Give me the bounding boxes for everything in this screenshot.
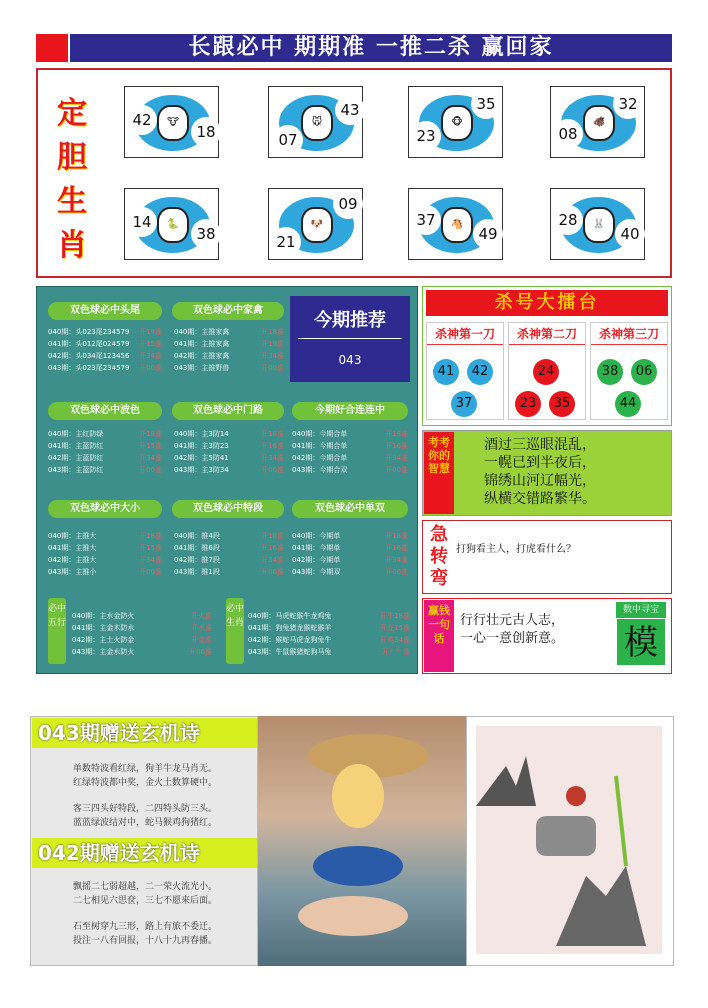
- group-title: 双色球必中单双: [292, 500, 408, 518]
- monkey-icon: 🐵: [441, 105, 473, 141]
- zodiac-number: 14: [127, 207, 157, 237]
- group-rows: 040期：马虎蛇猴牛龙鸡兔 开牛18准 041期：狗兔猪龙猴蛇猴羊 开龙15准 042期：猴蛇马虎龙狗兔牛 开鸡34准 043期：牛鼠猴猪蛇狗马兔 开？？准: [248, 612, 410, 656]
- zodiac-number: 49: [473, 219, 503, 249]
- zodiac-card: [550, 86, 645, 158]
- group-rows: 040期：今期单 开18准 041期：今期单 开16准 042期：今期单 开34准 043期：今期双 开00准: [292, 532, 408, 576]
- kill-ball: 24: [533, 359, 559, 385]
- zodiac-card: [124, 86, 219, 158]
- dog-icon: 🐶: [301, 207, 333, 243]
- kill-ball: 42: [467, 359, 493, 385]
- photo-image: [258, 716, 466, 966]
- zodiac-number: 21: [271, 227, 301, 257]
- poem-title: 043期赠送玄机诗: [32, 718, 257, 748]
- brain-teaser-text: 打狗看主人，打虎看什么？: [456, 544, 576, 555]
- kill-ball: 23: [515, 391, 541, 417]
- photo-figure: [258, 716, 466, 966]
- cow-icon: 🐮: [157, 105, 189, 141]
- group-rows: 040期：主推家禽 开18准 041期：主推家禽 开19准 042期：主推家禽 开34准 043期：主推野兽 开00准: [174, 328, 284, 372]
- group-title: 双色球必中大小: [48, 500, 162, 518]
- zodiac-label-char: 定: [57, 96, 87, 131]
- zodiac-number: 32: [613, 89, 643, 119]
- zodiac-number: 07: [273, 125, 303, 155]
- poem-lines: 飘摇二七弱超越，二一荣火流光小。 二七相见六思奁，三七不愿来后面。 石至树穿九三形，路上有旅不委迁。 投注一八有回报，十八十九再春播。: [72, 882, 217, 946]
- group-rows: 040期：头023尾234579 开19准 041期：头012尾024579 开15准 042期：头034尾123456 开34准 043期：头023尾234579 开00准: [48, 328, 162, 372]
- zodiac-number: 38: [191, 219, 221, 249]
- horse-icon: 🐴: [441, 207, 473, 243]
- zodiac-card: [124, 188, 219, 260]
- group-title: 双色球必中家禽: [172, 302, 284, 320]
- kill-column-head: 杀神第三刀: [591, 323, 667, 345]
- treasure-title: 数中寻宝: [616, 602, 666, 618]
- zodiac-label: [52, 92, 92, 268]
- group-title: 双色球必中波色: [48, 402, 162, 420]
- pig-icon: 🐗: [583, 105, 615, 141]
- zodiac-number: 23: [411, 121, 441, 151]
- group-title: 双色球必中特段: [172, 500, 284, 518]
- kill-column: [590, 322, 668, 420]
- poem-lines: 单数特波看红绿，狗羊牛龙马肖无。 红绿特波都中奖，金火土数算硬中。 客三四头好特段，二四特头防三头。 蓝蓝绿波结对中，蛇马猴鸡狗猪红。: [72, 764, 217, 828]
- zodiac-card: [268, 188, 363, 260]
- zodiac-label-char: 生: [57, 184, 87, 219]
- kill-column: [426, 322, 504, 420]
- kill-title: 杀号大擂台: [426, 290, 668, 316]
- zodiac-card: [268, 86, 363, 158]
- kill-ball: 06: [631, 359, 657, 385]
- zodiac-card: [550, 188, 645, 260]
- kill-ball: 41: [433, 359, 459, 385]
- group-rows: 040期：主推大 开18准 041期：主推大 开15准 042期：主推大 开34准 043期：主推小 开00准: [48, 532, 162, 576]
- win-phrase-text: 行行壮元古人志， 一心一意创新意。: [460, 613, 565, 646]
- recommend-title: 今期推荐: [298, 296, 402, 339]
- riddle-label: 考考你的智慧: [424, 432, 454, 514]
- ink-painting: [476, 726, 662, 954]
- zodiac-number: 43: [335, 95, 365, 125]
- win-phrase-label: 赢钱一句话: [424, 600, 454, 672]
- zodiac-side-label: 必中生肖: [226, 598, 244, 664]
- group-title: 今期好合连连中: [292, 402, 408, 420]
- kill-column-head: 杀神第一刀: [427, 323, 503, 345]
- kill-column-head: 杀神第二刀: [509, 323, 585, 345]
- zodiac-number: 35: [471, 89, 501, 119]
- zodiac-number: 37: [411, 205, 441, 235]
- zodiac-number: 40: [615, 219, 645, 249]
- mouse-icon: 🐭: [301, 105, 333, 141]
- group-rows: 040期：主3防14 开18准 041期：主3防23 开16准 042期：主5防41 开34准 043期：主3防34 开00准: [174, 430, 284, 474]
- group-rows: 040期：主水金防火 开火准 041期：主金木防水 开水准 042期：主土火防金 开金准 043期：主金水防火 开00准: [72, 612, 212, 656]
- brain-teaser-section: [422, 520, 672, 594]
- group-title: 双色球必中门路: [172, 402, 284, 420]
- header-accent: [36, 34, 68, 62]
- zodiac-number: 18: [191, 117, 221, 147]
- poem-title: 042期赠送玄机诗: [32, 838, 257, 868]
- zodiac-number: 28: [553, 205, 583, 235]
- rabbit-icon: 🐰: [583, 207, 615, 243]
- group-title: 双色球必中头尾: [48, 302, 162, 320]
- zodiac-number: 09: [333, 189, 363, 219]
- zodiac-number: 42: [127, 105, 157, 135]
- kill-ball: 35: [549, 391, 575, 417]
- treasure-char: 模: [616, 618, 666, 666]
- group-rows: 040期：主红防绿 开18准 041期：主蓝防红 开15准 042期：主蓝防红 开34准 043期：主蓝防红 开00准: [48, 430, 162, 474]
- brain-teaser-label: 急转弯: [424, 522, 454, 592]
- zodiac-card: [408, 86, 503, 158]
- group-rows: 040期：推4段 开18准 041期：推6段 开16准 042期：推7段 开34准 043期：推1段 开00准: [174, 532, 284, 576]
- five-elements-label: 必中五行: [48, 598, 66, 664]
- kill-ball: 38: [597, 359, 623, 385]
- riddle-text: 酒过三巡眼混乱， 一幌已到半夜后， 锦绣山河辽幅光， 纵横交错路繁华。: [484, 437, 596, 507]
- recommend-issue: 043: [338, 353, 362, 367]
- recommend-box: [290, 296, 410, 382]
- zodiac-card: [408, 188, 503, 260]
- group-rows: 040期：今期合单 开18准 041期：今期合单 开16准 042期：今期合单 开34准 043期：今期合双 开00准: [292, 430, 408, 474]
- page-title: 长跟必中 期期准 一推二杀 赢回家: [70, 34, 672, 62]
- zodiac-label-char: 胆: [57, 140, 87, 175]
- snake-icon: 🐍: [157, 207, 189, 243]
- kill-ball: 37: [451, 391, 477, 417]
- ink-painting-image: [476, 726, 662, 954]
- kill-ball: 44: [615, 391, 641, 417]
- zodiac-number: 08: [553, 119, 583, 149]
- kill-column: [508, 322, 586, 420]
- zodiac-label-char: 肖: [57, 228, 87, 263]
